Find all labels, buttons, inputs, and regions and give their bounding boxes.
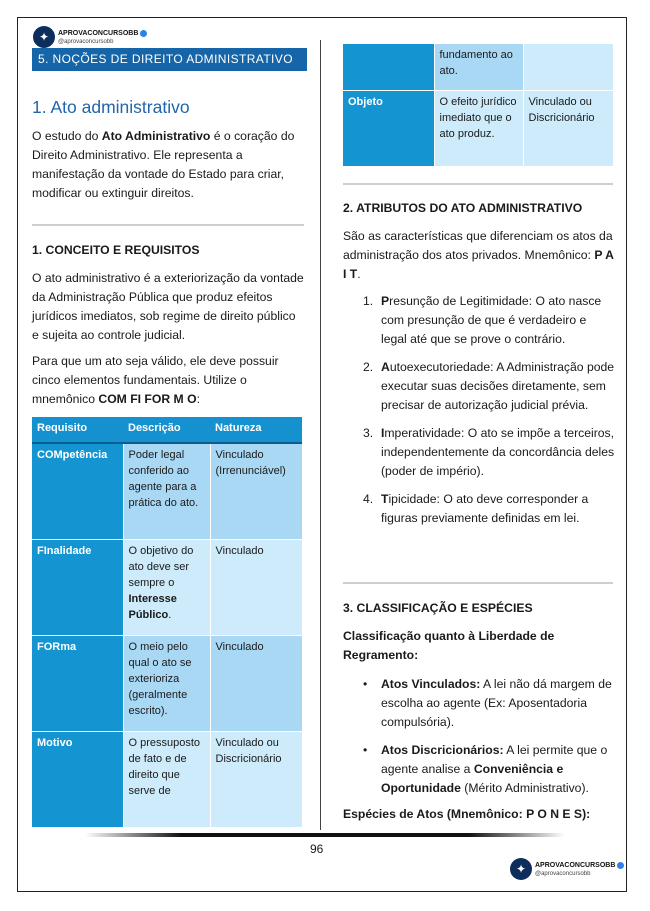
column-divider bbox=[320, 40, 321, 830]
requirements-paragraph: Para que um ato seja válido, ele deve possuir cinco elementos fundamentais. Utilize o mnemônico COM FI FOR M O: bbox=[32, 354, 279, 406]
subheading-liberdade: Classificação quanto à Liberdade de Regramento: bbox=[343, 629, 555, 662]
list-item: 2. Autoexecutoriedade: A Administração pode executar suas decisões diretamente, sem precisar de autorização judicial prévia. bbox=[363, 360, 615, 412]
table-row: fundamento ao ato. bbox=[343, 44, 613, 90]
table-row: COMpetência Poder legal conferido ao agente para a prática do ato. Vinculado (Irrenunciável) bbox=[32, 443, 302, 539]
verified-icon bbox=[140, 30, 147, 37]
footer-rule bbox=[85, 833, 565, 837]
brand-logo-bottom bbox=[510, 858, 624, 880]
species-heading: Espécies de Atos (Mnemônico: P O N E S): bbox=[343, 807, 591, 821]
col-header-natureza: Natureza bbox=[210, 417, 302, 443]
table-row: FInalidade O objetivo do ato deve ser sempre o Interesse Público. Vinculado bbox=[32, 539, 302, 635]
list-item: 4. Tipicidade: O ato deve corresponder a figuras previamente definidas em lei. bbox=[363, 492, 589, 525]
list-item: • Atos Vinculados: A lei não dá margem de escolha ao agente (Ex: Aposentadoria compulsória). bbox=[343, 675, 615, 732]
intro-paragraph: O estudo do Ato Administrativo é o coração do Direito Administrativo. Ele representa a manifestação da vontade do Estado para criar, modificar ou extinguir direitos. bbox=[32, 129, 295, 200]
page-title: 1. Ato administrativo bbox=[32, 97, 190, 117]
brand-name: APROVACONCURSOBB bbox=[535, 861, 616, 869]
divider bbox=[343, 582, 613, 584]
brand-handle: @aprovaconcursobb bbox=[58, 38, 114, 45]
section-title: 5. NOÇÕES DE DIREITO ADMINISTRATIVO bbox=[32, 48, 307, 71]
col-header-descricao: Descrição bbox=[123, 417, 210, 443]
attributes-paragraph: São as características que diferenciam os atos da administração dos atos privados. Mnemônico: P A I T. bbox=[343, 229, 614, 281]
brand-logo-top bbox=[33, 26, 147, 48]
brand-handle: @aprovaconcursobb bbox=[535, 870, 591, 877]
list-item: 3. Imperatividade: O ato se impõe a terceiros, independentemente da concordância deles (poder de império). bbox=[363, 426, 615, 478]
heading-classificacao: 3. CLASSIFICAÇÃO E ESPÉCIES bbox=[343, 601, 533, 615]
requirements-table bbox=[32, 417, 302, 827]
divider bbox=[343, 183, 613, 185]
page-number: 96 bbox=[310, 842, 324, 856]
list-item: • Atos Discricionários: A lei permite que o agente analise a Conveniência e Oportunidade (Mérito Administrativo). bbox=[343, 741, 615, 798]
concept-paragraph: O ato administrativo é a exteriorização da vontade da Administração Pública que produz efeitos jurídicos imediatos, sob regime de direito público e sujeita ao controle judicial. bbox=[32, 271, 304, 342]
eagle-icon: ✦ bbox=[510, 858, 532, 880]
heading-atributos: 2. ATRIBUTOS DO ATO ADMINISTRATIVO bbox=[343, 201, 583, 215]
eagle-icon: ✦ bbox=[33, 26, 55, 48]
classification-list bbox=[343, 675, 615, 807]
table-row: Objeto O efeito jurídico imediato que o ato produz. Vinculado ou Discricionário bbox=[343, 90, 613, 166]
table-row: FORma O meio pelo qual o ato se exterioriza (geralmente escrito). Vinculado bbox=[32, 635, 302, 731]
brand-name: APROVACONCURSOBB bbox=[58, 29, 139, 37]
divider bbox=[32, 224, 304, 226]
list-item: 1. Presunção de Legitimidade: O ato nasce com presunção de que é verdadeiro e legal até que se prove o contrário. bbox=[363, 294, 602, 346]
table-row: Motivo O pressuposto de fato e de direito que serve de Vinculado ou Discricionário bbox=[32, 731, 302, 827]
attributes-list bbox=[343, 292, 615, 537]
col-header-requisito: Requisito bbox=[32, 417, 123, 443]
requirements-table-continued bbox=[343, 44, 613, 166]
verified-icon bbox=[617, 862, 624, 869]
heading-conceito: 1. CONCEITO E REQUISITOS bbox=[32, 243, 200, 257]
